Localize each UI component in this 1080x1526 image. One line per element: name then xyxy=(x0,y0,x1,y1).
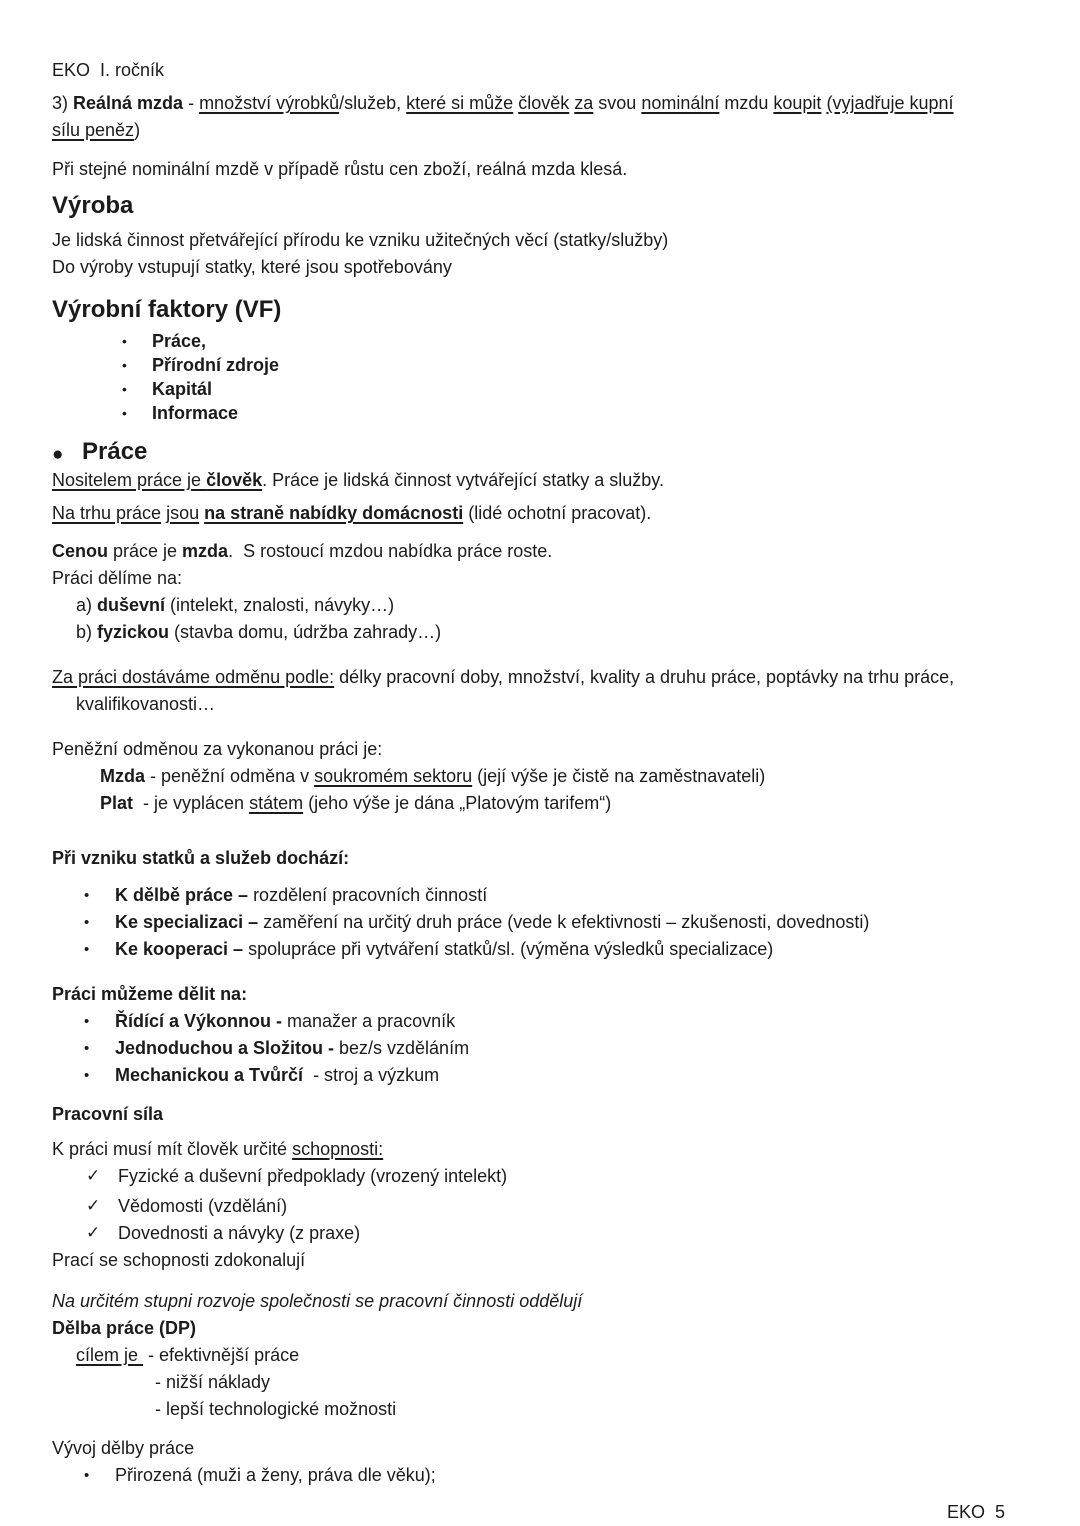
text-line xyxy=(52,467,1012,494)
definition-realna-mzda xyxy=(52,90,1012,117)
text-segment: K práci musí mít člověk určité xyxy=(52,1139,293,1159)
text-line xyxy=(52,981,1012,1008)
document-body xyxy=(52,57,1012,1489)
text-segment: Dělba práce (DP) xyxy=(52,1318,197,1338)
text-segment: Přírodní zdroje xyxy=(152,355,280,375)
text-segment: (lidé ochotní pracovat). xyxy=(463,503,652,523)
checkmark-icon: ✓ xyxy=(86,1223,101,1243)
text-segment: Řídící a Výkonnou - xyxy=(115,1011,283,1031)
text-segment: Plat xyxy=(100,793,134,813)
text-segment: nominální xyxy=(641,93,720,113)
text-segment: státem xyxy=(249,793,304,813)
text-segment: - je vyplácen xyxy=(133,793,250,813)
text-line xyxy=(52,1247,1012,1274)
text-line xyxy=(52,1342,1012,1369)
text-segment: Mechanickou a Tvůrčí xyxy=(115,1065,304,1085)
text-segment: Vědomosti (vzdělání) xyxy=(118,1196,288,1216)
text-segment: člověk xyxy=(518,93,570,113)
text-line xyxy=(52,156,1012,183)
text-segment: (jeho výše je dána „Platovým tarifem“) xyxy=(303,793,612,813)
text-line xyxy=(52,1008,1012,1035)
text-segment: - lepší technologické možnosti xyxy=(155,1399,397,1419)
text-segment: (intelekt, znalosti, návyky…) xyxy=(165,595,395,615)
text-segment: spolupráce při vytváření statků/sl. (výměna výsledků specializace) xyxy=(243,939,774,959)
text-line xyxy=(52,909,1012,936)
text-line xyxy=(52,1193,1012,1220)
text-segment: Při vzniku statků a služeb dochází: xyxy=(52,848,350,868)
text-segment: množství výrobků xyxy=(199,93,340,113)
text-line xyxy=(52,254,1012,281)
text-segment: - stroj a výzkum xyxy=(303,1065,440,1085)
text-segment: mzda xyxy=(182,541,229,561)
heading-prace xyxy=(52,437,1012,467)
bullet-icon: • xyxy=(84,1067,90,1084)
text-line xyxy=(52,1163,1012,1190)
text-line xyxy=(52,1369,1012,1396)
text-segment: Kapitál xyxy=(152,379,213,399)
text-segment: kvalifikovanosti… xyxy=(76,694,216,714)
text-line xyxy=(52,1435,1012,1462)
text-line xyxy=(52,353,1012,377)
text-line xyxy=(52,882,1012,909)
text-segment: Dovednosti a návyky (z praxe) xyxy=(118,1223,361,1243)
bullet-icon: • xyxy=(84,1040,90,1057)
text-segment: - xyxy=(183,93,200,113)
text-line xyxy=(52,619,1012,646)
text-segment: a) xyxy=(76,595,98,615)
section-bullet-icon: ● xyxy=(52,444,64,465)
text-line xyxy=(52,401,1012,425)
text-line xyxy=(52,691,1012,718)
text-segment: Ke kooperaci – xyxy=(115,939,244,959)
text-line xyxy=(52,227,1012,254)
text-segment: 3) xyxy=(52,93,74,113)
text-segment: fyzickou xyxy=(97,622,170,642)
text-segment: Prací se schopnosti zdokonalují xyxy=(52,1250,306,1270)
text-segment: Práci můžeme dělit na: xyxy=(52,984,248,1004)
text-segment: ) xyxy=(134,120,141,140)
text-segment: (její výše je čistě na zaměstnavateli) xyxy=(472,766,766,786)
text-segment: schopnosti: xyxy=(292,1139,384,1159)
text-segment: - peněžní odměna v xyxy=(145,766,315,786)
text-line xyxy=(52,845,1012,872)
text-line xyxy=(52,664,1012,691)
text-line xyxy=(52,1220,1012,1247)
text-line xyxy=(52,1136,1012,1163)
text-line xyxy=(52,736,1012,763)
text-segment: K dělbě práce – xyxy=(115,885,249,905)
text-segment: Nositelem práce je xyxy=(52,470,207,490)
page-number-label: EKO 5 xyxy=(946,1502,1005,1522)
text-line xyxy=(52,1315,1012,1342)
text-segment: Informace xyxy=(152,403,239,423)
text-line xyxy=(52,790,1012,817)
text-segment: Vývoj dělby práce xyxy=(52,1438,195,1458)
text-segment: Za práci dostáváme odměnu podle: xyxy=(52,667,335,687)
text-segment: /služeb, xyxy=(339,93,407,113)
text-segment: koupit xyxy=(773,93,822,113)
text-segment: Je lidská činnost přetvářející přírodu ke vzniku užitečných věcí (statky/služby) xyxy=(52,230,669,250)
text-line xyxy=(52,936,1012,963)
text-segment: (stavba domu, údržba zahrady…) xyxy=(169,622,442,642)
bullet-icon: • xyxy=(122,357,127,373)
page-footer xyxy=(927,1476,1005,1526)
bullet-icon: • xyxy=(84,1467,90,1484)
text-segment: Na určitém stupni rozvoje společnosti se pracovní činnosti oddělují xyxy=(52,1291,583,1311)
text-segment: Mzda xyxy=(100,766,145,786)
text-segment: Při stejné nominální mzdě v případě růstu cen zboží, reálná mzda klesá. xyxy=(52,159,628,179)
text-segment: Práci dělíme na: xyxy=(52,568,183,588)
text-segment: člověk xyxy=(206,470,263,490)
text-segment: . S rostoucí mzdou nabídka práce roste. xyxy=(228,541,553,561)
text-segment: Cenou xyxy=(52,541,108,561)
text-line xyxy=(52,565,1012,592)
text-segment: Jednoduchou a Složitou - xyxy=(115,1038,334,1058)
text-segment: Ke specializaci – xyxy=(115,912,259,932)
text-segment: - efektivnější práce xyxy=(143,1345,300,1365)
text-segment: Do výroby vstupují statky, které jsou spotřebovány xyxy=(52,257,452,277)
text-segment: Výrobní faktory (VF) xyxy=(52,296,282,323)
text-segment: práce je xyxy=(108,541,183,561)
bullet-icon: • xyxy=(84,941,90,958)
text-segment: Pracovní síla xyxy=(52,1104,164,1124)
text-line xyxy=(52,329,1012,353)
text-segment: délky pracovní doby, množství, kvality a druhu práce, poptávky na trhu práce, xyxy=(334,667,955,687)
text-segment: Práce xyxy=(82,438,148,465)
text-segment: na straně nabídky domácnosti xyxy=(204,503,464,523)
bullet-icon: • xyxy=(84,887,90,904)
text-segment: EKO I. ročník xyxy=(52,60,165,80)
text-segment: Přirozená (muži a ženy, práva dle věku); xyxy=(115,1465,436,1485)
text-segment: rozdělení pracovních činností xyxy=(248,885,488,905)
text-segment: jsou xyxy=(166,503,200,523)
text-segment: manažer a pracovník xyxy=(282,1011,456,1031)
text-line xyxy=(52,592,1012,619)
text-segment: svou xyxy=(593,93,642,113)
text-line xyxy=(52,377,1012,401)
text-segment: Na trhu práce xyxy=(52,503,162,523)
bullet-icon: • xyxy=(84,1013,90,1030)
text-segment: Peněžní odměnou za vykonanou práci je: xyxy=(52,739,383,759)
text-segment: . Práce je lidská činnost vytvářející statky a služby. xyxy=(262,470,664,490)
text-line xyxy=(52,1062,1012,1089)
text-segment: Výroba xyxy=(52,192,134,219)
text-segment: cílem je xyxy=(76,1345,144,1365)
text-segment: zaměření na určitý druh práce (vede k efektivnosti – zkušenosti, dovednosti) xyxy=(258,912,870,932)
text-segment: - nižší náklady xyxy=(155,1372,271,1392)
text-line xyxy=(52,1035,1012,1062)
bullet-icon: • xyxy=(122,405,127,421)
text-line xyxy=(52,1396,1012,1423)
page-header-course xyxy=(52,57,1012,84)
text-line xyxy=(52,538,1012,565)
text-segment: duševní xyxy=(97,595,166,615)
text-segment: Reálná mzda xyxy=(73,93,184,113)
text-segment: bez/s vzděláním xyxy=(334,1038,470,1058)
text-segment: soukromém sektoru xyxy=(314,766,473,786)
text-line xyxy=(52,500,1012,527)
checkmark-icon: ✓ xyxy=(86,1196,101,1216)
text-line xyxy=(52,1288,1012,1315)
text-segment: Fyzické a duševní předpoklady (vrozený intelekt) xyxy=(118,1166,508,1186)
text-line xyxy=(52,117,1012,144)
bullet-icon: • xyxy=(84,914,90,931)
text-segment: (vyjadřuje kupní xyxy=(826,93,954,113)
text-segment: za xyxy=(574,93,594,113)
text-segment: b) xyxy=(76,622,98,642)
text-line xyxy=(52,763,1012,790)
text-segment: mzdu xyxy=(719,93,774,113)
bullet-icon: • xyxy=(122,333,127,349)
checkmark-icon: ✓ xyxy=(86,1166,101,1186)
text-segment: sílu peněz xyxy=(52,120,135,140)
text-line xyxy=(52,1462,1012,1489)
bullet-icon: • xyxy=(122,381,127,397)
text-segment: které si může xyxy=(406,93,514,113)
heading-vyrobni-faktory xyxy=(52,295,1012,325)
heading-vyroba xyxy=(52,191,1012,221)
text-segment: Práce, xyxy=(152,331,207,351)
text-line xyxy=(52,1101,1012,1128)
